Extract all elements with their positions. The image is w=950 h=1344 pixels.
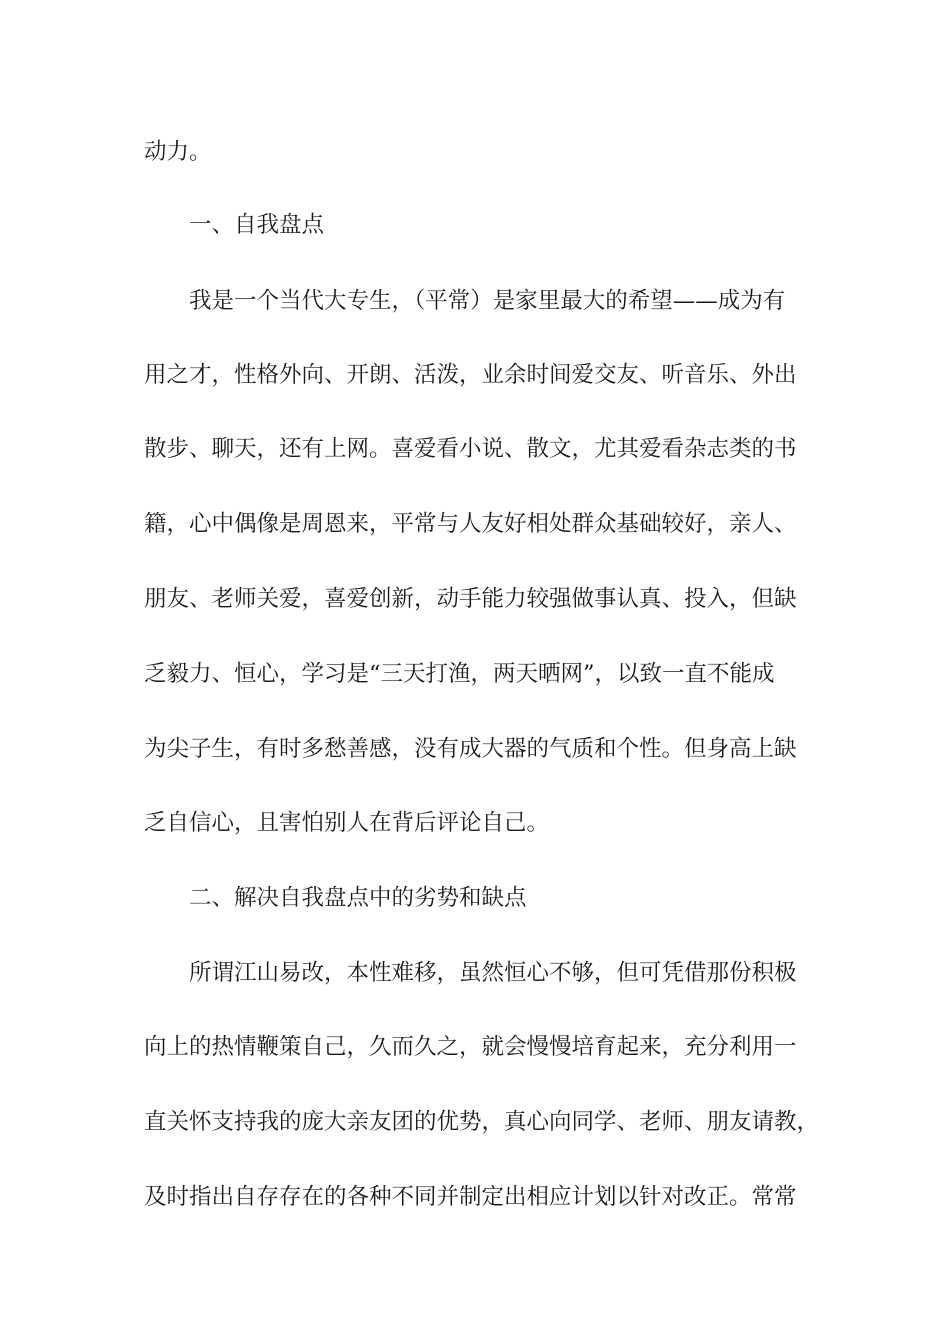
paragraph-line: 乏毅力、恒心，学习是“三天打渔，两天晒网”，以致一直不能成 [144, 661, 775, 687]
section-heading: 一、自我盘点 [189, 212, 325, 238]
section-heading: 二、解决自我盘点中的劣势和缺点 [189, 885, 527, 911]
paragraph-line: 籍，心中偶像是周恩来，平常与人友好相处群众基础较好，亲人、 [144, 511, 797, 537]
paragraph-line: 为尖子生，有时多愁善感，没有成大器的气质和个性。但身高上缺 [144, 736, 797, 762]
paragraph-line: 及时指出自存存在的各种不同并制定出相应计划以针对改正。常常 [144, 1184, 797, 1210]
paragraph-line: 直关怀支持我的庞大亲友团的优势，真心向同学、老师、朋友请教， [144, 1109, 820, 1135]
paragraph-line: 向上的热情鞭策自己，久而久之，就会慢慢培育起来，充分利用一 [144, 1034, 797, 1060]
paragraph-line: 所谓江山易改，本性难移，虽然恒心不够，但可凭借那份积极 [189, 960, 797, 986]
paragraph-line: 用之才，性格外向、开朗、活泼，业余时间爱交友、听音乐、外出 [144, 362, 797, 388]
paragraph-line: 朋友、老师关爱，喜爱创新，动手能力较强做事认真、投入，但缺 [144, 586, 797, 612]
paragraph-line: 我是一个当代大专生，（平常）是家里最大的希望——成为有 [189, 288, 786, 314]
paragraph-line: 散步、聊天，还有上网。喜爱看小说、散文，尤其爱看杂志类的书 [144, 436, 797, 462]
paragraph-line: 动力。 [144, 139, 212, 165]
paragraph-line: 乏自信心，且害怕别人在背后评论自己。 [144, 810, 550, 836]
